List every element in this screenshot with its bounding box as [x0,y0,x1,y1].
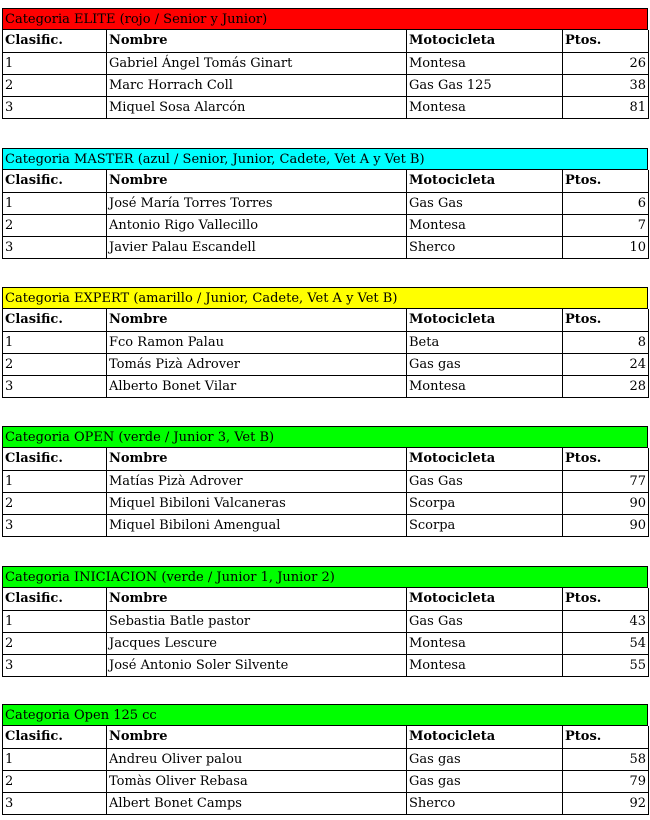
points-cell: 79 [563,770,649,792]
position-cell: 1 [3,52,107,74]
position-cell: 2 [3,492,107,514]
position-cell: 2 [3,353,107,375]
category-title: Categoria EXPERT (amarillo / Junior, Cadete, Vet A y Vet B) [2,287,648,309]
motorcycle-cell: Scorpa [407,514,563,536]
rider-name-cell: José María Torres Torres [107,192,407,214]
motorcycle-cell: Gas Gas [407,610,563,632]
results-table [2,170,649,259]
motorcycle-cell: Gas gas [407,770,563,792]
header-row [3,170,649,192]
table-row [3,353,649,375]
points-cell: 28 [563,375,649,397]
position-cell: 1 [3,470,107,492]
position-cell: 3 [3,654,107,676]
motorcycle-cell: Beta [407,331,563,353]
points-cell: 6 [563,192,649,214]
results-table [2,726,649,815]
rider-name-cell: José Antonio Soler Silvente [107,654,407,676]
rider-name-cell: Alberto Bonet Vilar [107,375,407,397]
rider-name-cell: Jacques Lescure [107,632,407,654]
points-cell: 92 [563,792,649,814]
column-header-nombre: Nombre [107,30,407,52]
category-title: Categoria INICIACION (verde / Junior 1, Junior 2) [2,566,648,588]
results-table [2,588,649,677]
column-header-clasific: Clasific. [3,309,107,331]
table-row [3,331,649,353]
column-header-clasific: Clasific. [3,448,107,470]
table-row [3,52,649,74]
position-cell: 3 [3,375,107,397]
table-row [3,792,649,814]
position-cell: 2 [3,214,107,236]
column-header-ptos: Ptos. [563,726,649,748]
motorcycle-cell: Montesa [407,96,563,118]
column-header-motocicleta: Motocicleta [407,170,563,192]
header-row [3,30,649,52]
position-cell: 2 [3,632,107,654]
header-row [3,726,649,748]
column-header-clasific: Clasific. [3,588,107,610]
motorcycle-cell: Montesa [407,632,563,654]
points-cell: 8 [563,331,649,353]
points-cell: 90 [563,492,649,514]
column-header-clasific: Clasific. [3,30,107,52]
points-cell: 43 [563,610,649,632]
position-cell: 1 [3,192,107,214]
column-header-motocicleta: Motocicleta [407,309,563,331]
position-cell: 2 [3,770,107,792]
column-header-ptos: Ptos. [563,588,649,610]
points-cell: 24 [563,353,649,375]
column-header-ptos: Ptos. [563,170,649,192]
column-header-clasific: Clasific. [3,726,107,748]
column-header-nombre: Nombre [107,726,407,748]
table-row [3,492,649,514]
rider-name-cell: Antonio Rigo Vallecillo [107,214,407,236]
points-cell: 77 [563,470,649,492]
column-header-motocicleta: Motocicleta [407,726,563,748]
category-title: Categoria Open 125 cc [2,704,648,726]
rider-name-cell: Albert Bonet Camps [107,792,407,814]
rider-name-cell: Gabriel Ángel Tomás Ginart [107,52,407,74]
column-header-nombre: Nombre [107,309,407,331]
column-header-nombre: Nombre [107,448,407,470]
table-row [3,770,649,792]
position-cell: 1 [3,748,107,770]
rider-name-cell: Miquel Bibiloni Amengual [107,514,407,536]
column-header-nombre: Nombre [107,588,407,610]
motorcycle-cell: Gas Gas [407,470,563,492]
category-title: Categoria MASTER (azul / Senior, Junior, Cadete, Vet A y Vet B) [2,148,648,170]
motorcycle-cell: Montesa [407,375,563,397]
column-header-ptos: Ptos. [563,309,649,331]
position-cell: 1 [3,331,107,353]
rider-name-cell: Miquel Sosa Alarcón [107,96,407,118]
points-cell: 90 [563,514,649,536]
header-row [3,588,649,610]
motorcycle-cell: Gas gas [407,748,563,770]
column-header-ptos: Ptos. [563,448,649,470]
table-row [3,514,649,536]
column-header-motocicleta: Motocicleta [407,448,563,470]
motorcycle-cell: Scorpa [407,492,563,514]
motorcycle-cell: Gas gas [407,353,563,375]
column-header-nombre: Nombre [107,170,407,192]
motorcycle-cell: Sherco [407,236,563,258]
motorcycle-cell: Montesa [407,52,563,74]
header-row [3,309,649,331]
position-cell: 3 [3,236,107,258]
table-row [3,96,649,118]
rider-name-cell: Fco Ramon Palau [107,331,407,353]
category-title: Categoria OPEN (verde / Junior 3, Vet B) [2,426,648,448]
rider-name-cell: Javier Palau Escandell [107,236,407,258]
motorcycle-cell: Gas Gas 125 [407,74,563,96]
category-master [2,148,648,259]
header-row [3,448,649,470]
rider-name-cell: Miquel Bibiloni Valcaneras [107,492,407,514]
position-cell: 1 [3,610,107,632]
results-table [2,30,649,119]
position-cell: 3 [3,96,107,118]
rider-name-cell: Matías Pizà Adrover [107,470,407,492]
category-iniciacion [2,566,648,677]
column-header-motocicleta: Motocicleta [407,30,563,52]
rider-name-cell: Tomás Pizà Adrover [107,353,407,375]
motorcycle-cell: Sherco [407,792,563,814]
category-elite [2,8,648,119]
table-row [3,74,649,96]
table-row [3,470,649,492]
position-cell: 2 [3,74,107,96]
category-expert [2,287,648,398]
points-cell: 38 [563,74,649,96]
points-cell: 81 [563,96,649,118]
column-header-ptos: Ptos. [563,30,649,52]
table-row [3,748,649,770]
results-table [2,448,649,537]
column-header-clasific: Clasific. [3,170,107,192]
table-row [3,632,649,654]
category-title: Categoria ELITE (rojo / Senior y Junior) [2,8,648,30]
rider-name-cell: Tomàs Oliver Rebasa [107,770,407,792]
motorcycle-cell: Montesa [407,654,563,676]
points-cell: 10 [563,236,649,258]
rider-name-cell: Sebastia Batle pastor [107,610,407,632]
table-row [3,236,649,258]
table-row [3,654,649,676]
points-cell: 58 [563,748,649,770]
motorcycle-cell: Gas Gas [407,192,563,214]
rider-name-cell: Marc Horrach Coll [107,74,407,96]
rider-name-cell: Andreu Oliver palou [107,748,407,770]
category-open [2,426,648,537]
column-header-motocicleta: Motocicleta [407,588,563,610]
position-cell: 3 [3,514,107,536]
results-table [2,309,649,398]
table-row [3,192,649,214]
points-cell: 7 [563,214,649,236]
table-row [3,375,649,397]
position-cell: 3 [3,792,107,814]
points-cell: 54 [563,632,649,654]
table-row [3,214,649,236]
points-cell: 55 [563,654,649,676]
category-open-125 [2,704,648,815]
table-row [3,610,649,632]
motorcycle-cell: Montesa [407,214,563,236]
points-cell: 26 [563,52,649,74]
